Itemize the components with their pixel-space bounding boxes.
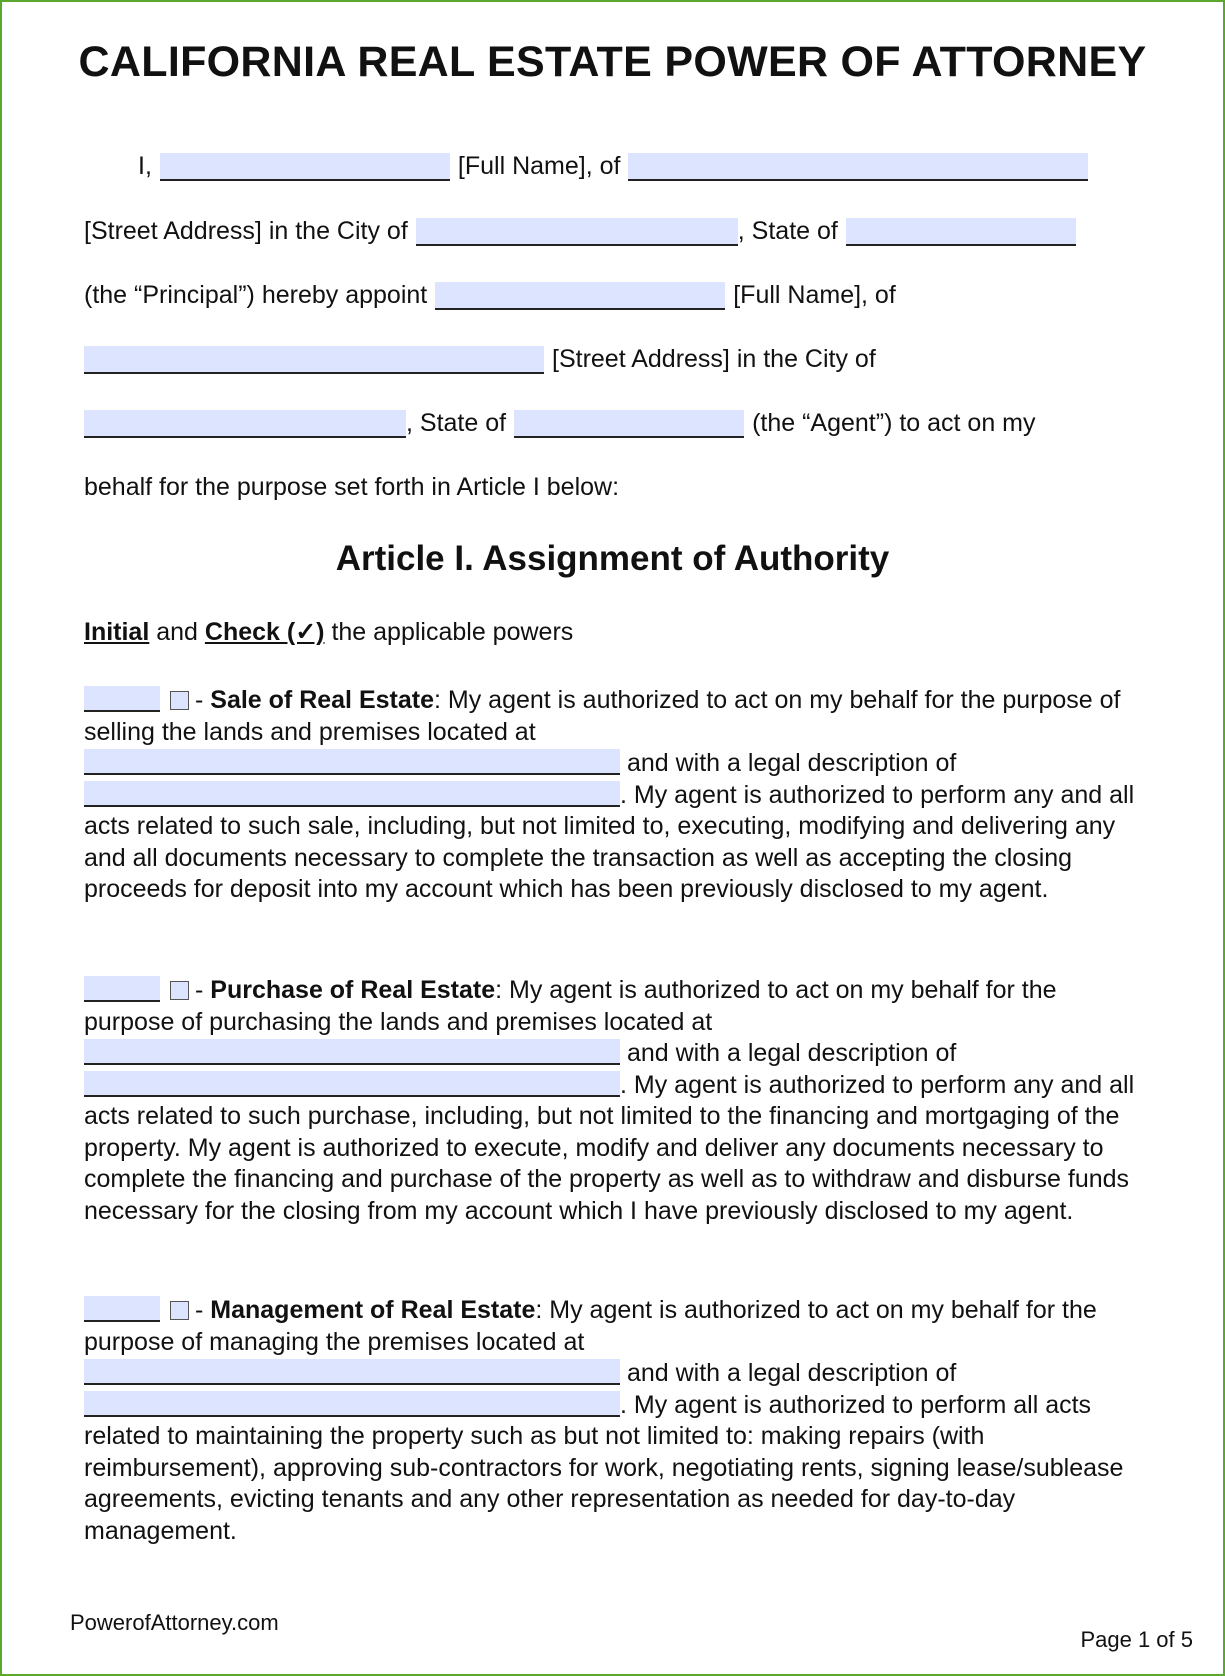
instruction-and: and	[149, 618, 205, 646]
agent-street-field[interactable]	[84, 346, 544, 374]
principal-appoint-label: (the “Principal”) hereby appoint	[84, 281, 428, 309]
principal-state-field[interactable]	[846, 218, 1076, 246]
principal-street-field[interactable]	[628, 153, 1088, 181]
intro-line-6	[84, 468, 619, 502]
instruction-rest: the applicable powers	[324, 618, 574, 646]
power-dash: -	[195, 976, 204, 1004]
principal-city-field[interactable]	[416, 218, 738, 246]
agent-state-label: , State of	[406, 409, 507, 437]
purchase-checkbox[interactable]	[170, 981, 189, 1000]
document-title: CALIFORNIA REAL ESTATE POWER OF ATTORNEY	[78, 38, 1147, 86]
sale-checkbox[interactable]	[170, 691, 189, 710]
power-mid: and with a legal description of	[620, 1039, 957, 1067]
check-label: Check (✓)	[204, 618, 325, 646]
intro-line-5	[84, 404, 1036, 438]
power-lead: : My agent is authorized to act on my behalf for the purpose of managing the premises located at	[84, 1296, 1097, 1356]
initial-label: Initial	[84, 618, 150, 646]
agent-city-field[interactable]	[84, 410, 406, 438]
management-initial-field[interactable]	[84, 1296, 160, 1322]
sale-legal-description-field[interactable]	[84, 781, 620, 807]
sale-initial-field[interactable]	[84, 686, 160, 712]
instruction-line	[84, 617, 573, 647]
power-tail: . My agent is authorized to perform all acts related to maintaining the property such as but not limited to: making repairs (with reimbursement), approving sub-contractors for work, negotiating rents, signing lease/sublease agreements, evicting tenants and any other representation as needed for day-to-day management.	[84, 1390, 1124, 1545]
principal-name-field[interactable]	[160, 153, 450, 181]
intro-purpose-text: behalf for the purpose set forth in Article I below:	[84, 473, 620, 501]
agent-street-city-label: [Street Address] in the City of	[552, 345, 876, 373]
purchase-legal-description-field[interactable]	[84, 1071, 620, 1097]
power-management	[84, 1295, 1144, 1547]
management-legal-description-field[interactable]	[84, 1391, 620, 1417]
intro-line-3	[84, 276, 896, 310]
management-premises-field[interactable]	[84, 1359, 620, 1385]
intro-line-4	[84, 340, 876, 374]
power-purchase	[84, 975, 1144, 1227]
power-sale	[84, 685, 1144, 906]
intro-line-2	[84, 212, 1076, 246]
agent-name-field[interactable]	[435, 282, 725, 310]
purchase-initial-field[interactable]	[84, 976, 160, 1002]
power-lead: : My agent is authorized to act on my behalf for the purpose of purchasing the lands and premises located at	[84, 976, 1057, 1036]
management-checkbox[interactable]	[170, 1301, 189, 1320]
full-name-label: [Full Name], of	[457, 152, 621, 180]
sale-premises-field[interactable]	[84, 749, 620, 775]
power-tail: . My agent is authorized to perform any and all acts related to such purchase, including, but not limited to the financing and mortgaging of the property. My agent is authorized to execute, modify and deliver any documents necessary to complete the financing and purchase of the property as well as to withdraw and disburse funds necessary for the closing from my account which I have previously disclosed to my agent.	[84, 1070, 1135, 1225]
state-label: , State of	[737, 217, 838, 245]
power-mid: and with a legal description of	[620, 1359, 957, 1387]
power-lead: : My agent is authorized to act on my behalf for the purpose of selling the lands and premises located at	[84, 686, 1121, 746]
power-dash: -	[195, 686, 204, 714]
power-name: Purchase of Real Estate	[210, 976, 496, 1004]
purchase-premises-field[interactable]	[84, 1039, 620, 1065]
footer-page-number: Page 1 of 5	[1080, 1627, 1193, 1652]
power-dash: -	[195, 1296, 204, 1324]
intro-i-label: I,	[138, 152, 152, 180]
power-tail: . My agent is authorized to perform any and all acts related to such sale, including, but not limited to, executing, modifying and delivering any and all documents necessary to complete the transaction as well as accepting the closing proceeds for deposit into my account which has been previously disclosed to my agent.	[84, 780, 1135, 903]
power-name: Management of Real Estate	[210, 1296, 536, 1324]
agent-act-label: (the “Agent”) to act on my	[752, 409, 1036, 437]
agent-state-field[interactable]	[514, 410, 744, 438]
power-name: Sale of Real Estate	[210, 686, 434, 714]
intro-line-1	[138, 147, 1088, 181]
article-heading: Article I. Assignment of Authority	[335, 539, 890, 578]
power-mid: and with a legal description of	[620, 749, 957, 777]
street-city-label: [Street Address] in the City of	[84, 217, 408, 245]
agent-full-name-label: [Full Name], of	[733, 281, 896, 309]
footer-site: PowerofAttorney.com	[70, 1610, 279, 1635]
